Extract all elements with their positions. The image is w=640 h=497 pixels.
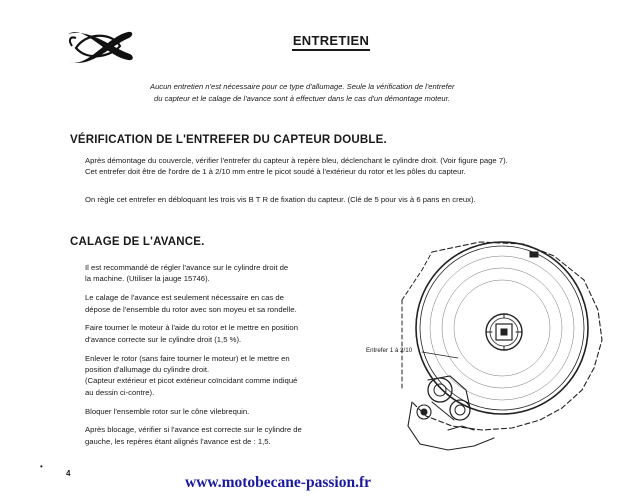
paragraph-group	[85, 262, 357, 455]
section-heading-calage: CALAGE DE L'AVANCE.	[70, 236, 205, 248]
intro-text	[150, 81, 520, 104]
page-number: 4	[66, 469, 71, 478]
paragraph	[85, 194, 476, 205]
intro-line: Aucun entretien n'est nécessaire pour ce type d'allumage. Seule la vérification de l'entrefer	[150, 82, 455, 91]
paragraph-line: On règle cet entrefer en débloquant les trois vis B T R de fixation du capteur. (Clé de 5 pour vis à 6 pans en creux).	[85, 195, 476, 204]
paragraph-line: la machine. (Utiliser la jauge 15746).	[85, 274, 210, 284]
paragraph	[85, 353, 357, 399]
page-mark: •	[40, 462, 43, 471]
paragraph	[85, 406, 357, 417]
paragraph-line: Après démontage du couvercle, vérifier l'entrefer du capteur à repère bleu, déclenchant le cylindre droit. (Voir figure page 7).	[85, 156, 508, 165]
paragraph-line: Le calage de l'avance est seulement nécessaire en cas de	[85, 293, 284, 303]
paragraph	[85, 292, 357, 315]
page-title: ENTRETIEN	[0, 33, 640, 48]
paragraph-line: dépose de l'ensemble du rotor avec son moyeu et sa rondelle.	[85, 304, 297, 314]
paragraph-line: d'avance correcte sur le cylindre droit (1,5 %).	[85, 334, 242, 344]
paragraph-line: (Capteur extérieur et picot extérieur coïncidant comme indiqué	[85, 376, 298, 386]
paragraph	[85, 424, 357, 447]
intro-line: du capteur et le calage de l'avance sont à effectuer dans le cas d'un démontage moteur.	[154, 93, 451, 103]
paragraph-line: Enlever le rotor (sans faire tourner le moteur) et le mettre en	[85, 353, 290, 363]
paragraph	[85, 322, 357, 345]
paragraph-line: Bloquer l'ensemble rotor sur le cône vilebrequin.	[85, 406, 250, 416]
paragraph-line: Après blocage, vérifier si l'avance est correcte sur le cylindre de	[85, 425, 302, 435]
section-heading-entrefer: VÉRIFICATION DE L'ENTREFER DU CAPTEUR DOUBLE.	[70, 134, 387, 146]
paragraph	[85, 262, 357, 285]
paragraph-line: au dessin ci-contre).	[85, 387, 155, 397]
paragraph	[85, 155, 508, 178]
paragraph-line: Cet entrefer doit être de l'ordre de 1 à 2/10 mm entre le picot soudé à l'extérieur du rotor et les pôles du capteur.	[85, 167, 466, 177]
paragraph-line: Il est recommandé de régler l'avance sur le cylindre droit de	[85, 263, 289, 272]
paragraph-line: Faire tourner le moteur à l'aide du rotor et le mettre en position	[85, 323, 298, 333]
footer-url-link[interactable]: www.motobecane-passion.fr	[185, 474, 371, 491]
paragraph-line: gauche, les repères étant alignés l'avance est de : 1,5.	[85, 436, 271, 446]
paragraph-line: position d'allumage du cylindre droit.	[85, 365, 210, 375]
gap-annotation-label: Entrefer 1 à 2/10	[366, 347, 413, 354]
